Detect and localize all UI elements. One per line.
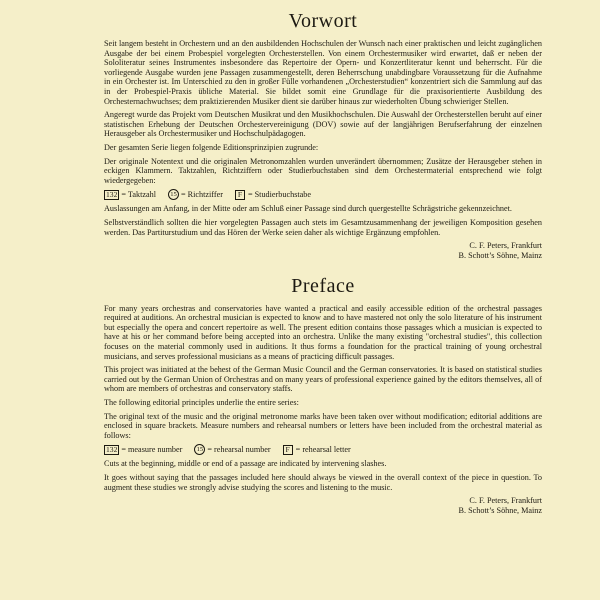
rehearsal-number-circle: 15 [194,444,205,455]
preface-signature [104,496,542,516]
preface-paragraph-3: The following editorial principles underlie the entire series: [104,398,299,408]
legend-rehearsal-label: = Richtziffer [180,190,223,200]
legend-measure-label: = Taktzahl [121,190,156,200]
vorwort-paragraph-3: Der gesamten Serie liegen folgende Editionsprinzipien zugrunde: [104,142,319,152]
vorwort-legend [104,189,542,200]
legend-letter-label: = Studierbuchstabe [247,190,312,200]
signature-line-1: C. F. Peters, Frankfurt [469,496,542,506]
signature-line-1: C. F. Peters, Frankfurt [469,241,542,251]
preface-title: Preface [291,274,355,297]
legend-measure-label: = measure number [121,445,183,455]
vorwort-paragraph-1: Seit langem besteht in Orchestern und an den ausbildenden Hochschulen der Wunsch nach einer praktischen und leicht zugänglichen Ausgabe der bei einem Probespiel vorgelegten Orchesterstellen. Von einem Orchestermusiker wird erwartet, daß er neben der Sololiteratur seines Instrumentes insbesondere das Repertoire der Opern- und Konzertliteratur kennt und beherrscht. Für die vorliegende Ausgabe wurden jene Passagen zusammengestellt, deren Beherrschung unabdingbare Voraussetzung für die Aufnahme in ein Orchester ist. Im Unterschied zu den in großer Fülle vorhandenen „Orchesterstudien“ konzentriert sich die Sammlung auf das in der Probespiel-Praxis übliche Material. Sie bildet somit eine Grundlage für die praxisorientierte Ausbildung des Orchesternachwuchses; dem praktizierenden Musiker dient sie darüber hinaus zur wiederholten Übung schwieriger Stellen. [104,39,542,106]
preface-paragraph-2: This project was initiated at the behest of the German Music Council and the German conservatories. It is based on statistical studies carried out by the German Union of Orchestras and on many years of professional experience gained by the editors themselves, all of whom are members of orchestras and conservatory staffs. [104,365,542,394]
legend-letter-label: = rehearsal letter [295,445,351,455]
rehearsal-letter-box: F [283,445,293,455]
rehearsal-letter-box: F [235,190,245,200]
signature-line-2: B. Schott’s Söhne, Mainz [458,505,542,515]
measure-number-box: 132 [106,444,118,454]
vorwort-signature [104,241,542,261]
preface-paragraph-1: For many years orchestras and conservatories have wanted a practical and easily accessible edition of the orchestral passages required at auditions. An orchestral musician is expected to know and to have mastered not only the solo literature of his instrument but especially the opera and concert repertoire as well. The present edition contains those passages which a musician is expected to have at his or her command before being accepted into an orchestra. Unlike the many existing "orchestral studies", this collection focuses on the material commonly used in auditions. It thus forms a foundation for the practical training of young orchestral musicians, and serves professional musicians as a means of practicing difficult passages. [104,303,542,361]
preface-after-legend-2: It goes without saying that the passages included here should always be viewed in the overall context of the piece in question. To augment these studies we strongly advise studying the scores and listening to the music. [104,473,542,492]
vorwort-after-legend-1: Auslassungen am Anfang, in der Mitte oder am Schluß einer Passage sind durch quergestellte Schrägstriche gekennzeichnet. [104,204,512,214]
preface-after-legend-1: Cuts at the beginning, middle or end of a passage are indicated by intervening slashes. [104,459,387,469]
legend-rehearsal-label: = rehearsal number [207,445,271,455]
vorwort-paragraph-4: Der originale Notentext und die originalen Metronomzahlen wurden unverändert übernommen; Zusätze der Herausgeber stehen in eckigen Klammern. Taktzahlen, Richtziffern oder Studierbuchstaben sind dem Orchestermaterial entsprechend wie folgt wiedergegeben: [104,156,542,185]
vorwort-title: Vorwort [288,10,358,32]
measure-number-box: 132 [106,189,118,199]
vorwort-after-legend-2: Selbstverständlich sollten die hier vorgelegten Passagen auch stets im Gesamtzusammenhang der jeweiligen Komposition gesehen werden. Das Partiturstudium und das Hören der Werke seien daher als wichtige Ergänzung empfohlen. [104,217,542,237]
signature-line-2: B. Schott’s Söhne, Mainz [458,250,542,260]
preface-paragraph-4: The original text of the music and the original metronome marks have been taken over without modification; editorial additions are enclosed in square brackets. Measure numbers and rehearsal numbers or letters have been included from the orchestral material as follows: [104,411,542,440]
rehearsal-number-circle: 15 [168,189,179,200]
preface-legend [104,444,542,455]
vorwort-paragraph-2: Angeregt wurde das Projekt vom Deutschen Musikrat und den Musikhochschulen. Die Auswahl der Orchesterstellen beruht auf einer statistischen Erhebung der Deutschen Orchestervereinigung (DOV) sowie auf der langjährigen Berufserfahrung der einzelnen Herausgeber als Orchestermusiker und Hochschulpädagogen. [104,110,542,139]
